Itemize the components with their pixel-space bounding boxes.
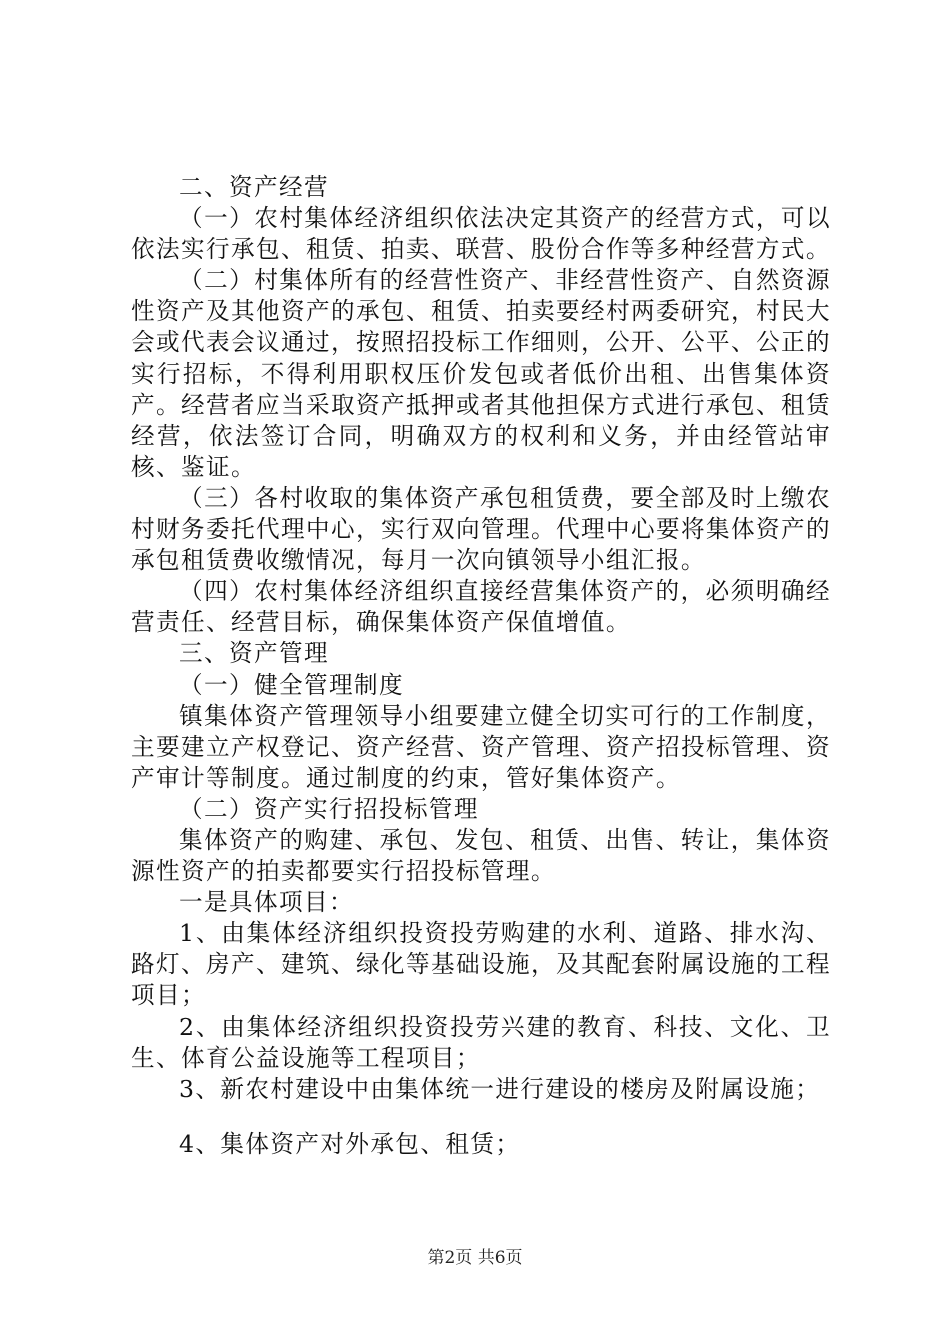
list-item: 4、集体资产对外承包、租赁； (179, 1129, 521, 1158)
list-item: 3、新农村建设中由集体统一进行建设的楼房及附属设施； (179, 1074, 821, 1103)
subsection-heading: （一）健全管理制度 (179, 670, 404, 699)
list-item: 1、由集体经济组织投资投劳购建的水利、道路、排水沟、路灯、房产、建筑、绿化等基础设施，及其配套附属设施的工程项目； (131, 919, 831, 1010)
paragraph: （二）村集体所有的经营性资产、非经营性资产、自然资源性资产及其他资产的承包、租赁、拍卖要经村两委研究，村民大会或代表会议通过，按照招投标工作细则，公开、公平、公正的实行招标，不得利用职权压价发包或者低价出租、出售集体资产。经营者应当采取资产抵押或者其他担保方式进行承包、租赁经营，依法签订合同，明确双方的权利和义务，并由经管站审核、鉴证。 (131, 266, 831, 481)
paragraph: 一是具体项目： (179, 888, 354, 917)
section-heading: 三、资产管理 (179, 639, 329, 668)
document-body (131, 172, 831, 1160)
list-item: 2、由集体经济组织投资投劳兴建的教育、科技、文化、卫生、体育公益设施等工程项目； (131, 1012, 831, 1072)
page-number-footer: 第2页 共6页 (427, 1248, 523, 1268)
paragraph: （四）农村集体经济组织直接经营集体资产的，必须明确经营责任、经营目标，确保集体资产保值增值。 (131, 577, 831, 637)
paragraph: （一）农村集体经济组织依法决定其资产的经营方式，可以依法实行承包、租赁、拍卖、联营、股份合作等多种经营方式。 (131, 204, 831, 264)
paragraph: 镇集体资产管理领导小组要建立健全切实可行的工作制度，主要建立产权登记、资产经营、资产管理、资产招投标管理、资产审计等制度。通过制度的约束，管好集体资产。 (131, 701, 831, 792)
subsection-heading: （二）资产实行招投标管理 (179, 794, 479, 823)
paragraph: （三）各村收取的集体资产承包租赁费，要全部及时上缴农村财务委托代理中心，实行双向管理。代理中心要将集体资产的承包租赁费收缴情况，每月一次向镇领导小组汇报。 (131, 483, 831, 575)
section-heading: 二、资产经营 (179, 173, 329, 201)
paragraph: 集体资产的购建、承包、发包、租赁、出售、转让，集体资源性资产的拍卖都要实行招投标管理。 (131, 825, 831, 886)
